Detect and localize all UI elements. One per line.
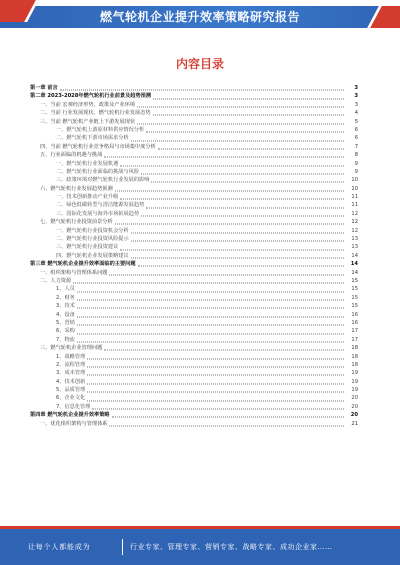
toc-entry-page: 19 [351, 378, 358, 385]
toc-entry-title: 二、人力资源 [40, 277, 72, 284]
toc-leader-dots [77, 298, 344, 300]
toc-leader-dots [158, 147, 344, 149]
toc-entry-title: 7、物流 [56, 336, 75, 343]
toc-leader-dots [115, 223, 344, 225]
toc-entry[interactable] [30, 185, 358, 193]
toc-leader-dots [77, 340, 344, 342]
toc-entry-page: 8 [354, 152, 358, 159]
toc-leader-dots [153, 97, 344, 99]
toc-entry-title: 一、优化组织架构与管理体系 [40, 420, 108, 427]
toc-entry-page: 10 [351, 177, 358, 184]
toc-heading: 内容目录 [175, 57, 224, 71]
toc-entry[interactable] [30, 176, 358, 184]
toc-leader-dots [77, 307, 344, 309]
toc-entry[interactable] [30, 369, 358, 377]
toc-entry[interactable] [30, 218, 358, 226]
toc-leader-dots [153, 114, 344, 116]
toc-entry-page: 3 [354, 93, 358, 100]
toc-leader-dots [131, 139, 344, 141]
toc-entry-page: 20 [351, 395, 358, 402]
toc-entry-title: 三、当前 燃气轮机产业链上下游发展现状 [40, 118, 136, 125]
toc-entry-page: 14 [351, 252, 358, 259]
toc-entry[interactable] [30, 151, 358, 159]
toc-entry-page: 11 [351, 194, 358, 201]
toc-entry-title: 一、当前 宏观经济形势、政策及产业环境 [40, 101, 136, 108]
toc-entry-page: 15 [351, 294, 358, 301]
toc-entry-title: 四、燃气轮机企业发展策略建议 [56, 252, 129, 259]
toc-entry-title: 一、燃气轮机上游原材料供应情况分析 [56, 126, 145, 133]
toc-entry[interactable] [30, 235, 358, 243]
toc-entry[interactable] [30, 193, 358, 201]
toc-entry-page: 18 [351, 353, 358, 360]
toc-entry[interactable] [30, 327, 358, 335]
toc-leader-dots [87, 382, 344, 384]
toc-entry[interactable] [30, 394, 358, 402]
toc-leader-dots [115, 189, 344, 191]
toc-entry[interactable] [30, 344, 358, 352]
toc-entry[interactable] [30, 168, 358, 176]
toc-entry[interactable] [30, 378, 358, 386]
toc-entry[interactable] [30, 302, 358, 310]
toc-entry-title: 一、技术创新推动产业升级 [56, 194, 119, 201]
toc-entry-title: 一、燃气轮机行业发展机遇 [56, 160, 119, 167]
toc-entry[interactable] [30, 386, 358, 394]
toc-entry-page: 6 [354, 126, 358, 133]
toc-entry-page: 3 [354, 85, 358, 91]
toc-entry-title: 第二章 2023-2028年燃气轮机行业前景及趋势预测 [30, 93, 152, 100]
toc-leader-dots [138, 265, 344, 267]
toc-entry-page: 14 [350, 261, 358, 268]
toc-entry-title: 5、品质管理 [56, 387, 86, 394]
toc-entry[interactable] [30, 243, 358, 251]
toc-leader-dots [146, 131, 344, 133]
toc-entry-page: 17 [351, 328, 358, 335]
toc-entry-title: 7、信息化管理 [56, 403, 91, 410]
toc-entry-title: 4、设备 [56, 311, 75, 318]
footer-divider [122, 539, 123, 555]
toc-entry-title: 三、政策环境对燃气轮机行业发展的影响 [56, 177, 150, 184]
toc-entry-page: 15 [351, 286, 358, 293]
toc-leader-dots [77, 315, 344, 317]
toc-entry-title: 三、燃气轮机企业管理问题 [40, 345, 103, 352]
toc-leader-dots [77, 332, 344, 334]
toc-entry-page: 6 [354, 135, 358, 142]
toc-leader-dots [109, 273, 344, 275]
toc-entry-page: 9 [354, 168, 358, 175]
toc-entry[interactable] [30, 92, 358, 100]
toc-leader-dots [141, 173, 344, 175]
toc-entry-title: 七、燃气轮机行业投资前景分析 [40, 219, 113, 226]
footer-slogan-left: 让每个人都能成为 [28, 543, 91, 551]
toc-entry-page: 20 [351, 403, 358, 410]
toc-entry-page: 3 [354, 101, 358, 108]
toc-leader-dots [104, 156, 344, 158]
toc-leader-dots [104, 349, 344, 351]
toc-leader-dots [87, 374, 344, 376]
toc-entry-title: 六、燃气轮机行业发展趋势预测 [40, 185, 113, 192]
report-title: 燃气轮机企业提升效率策略研究报告 [99, 10, 300, 24]
toc-entry-title: 3、技术 [56, 303, 75, 310]
toc-entry-page: 4 [354, 110, 358, 117]
toc-entry[interactable] [30, 118, 358, 126]
toc-leader-dots [120, 248, 344, 250]
toc-entry-title: 1、人员 [56, 286, 75, 293]
toc-leader-dots [77, 324, 344, 326]
toc-entry-page: 10 [351, 185, 358, 192]
toc-leader-dots [60, 89, 344, 91]
toc-entry-page: 13 [351, 236, 358, 243]
toc-entry-title: 二、燃气轮机行业面临的挑战与风险 [56, 168, 140, 175]
toc-leader-dots [87, 366, 344, 368]
toc-entry-page: 20 [350, 412, 358, 419]
toc-entry[interactable] [30, 109, 358, 117]
toc-entry-page: 15 [351, 303, 358, 310]
toc-entry-page: 14 [351, 269, 358, 276]
toc-leader-dots [87, 391, 344, 393]
toc-entry[interactable] [30, 285, 358, 293]
toc-entry[interactable] [30, 210, 358, 218]
report-header [0, 0, 400, 34]
toc-entry[interactable] [30, 101, 358, 109]
toc-entry-page: 12 [351, 219, 358, 226]
toc-entry-title: 三、燃气轮机行业投资建议 [56, 244, 119, 251]
toc-entry[interactable] [30, 126, 358, 134]
toc-entry-title: 2、流程管理 [56, 361, 86, 368]
toc-leader-dots [151, 181, 344, 183]
toc-entry-title: 第四章 燃气轮机企业提升效率策略 [30, 412, 110, 419]
toc-entry[interactable] [30, 260, 358, 268]
footer-slogan-right: 行业专家、管理专家、营销专家、战略专家、成功企业家…… [130, 543, 333, 551]
toc-entry-title: 1、战略管理 [56, 353, 86, 360]
toc-entry-page: 18 [351, 345, 358, 352]
toc-entry[interactable] [30, 403, 358, 411]
toc-entry-page: 11 [351, 202, 358, 209]
toc-entry-page: 15 [351, 277, 358, 284]
toc-entry[interactable] [30, 143, 358, 151]
toc-leader-dots [120, 198, 344, 200]
toc-leader-dots [137, 122, 344, 124]
toc-leader-dots [77, 290, 344, 292]
toc-leader-dots [73, 282, 344, 284]
toc-entry-page: 17 [351, 336, 358, 343]
toc-entry[interactable] [30, 252, 358, 260]
toc-entry-page: 19 [351, 387, 358, 394]
toc-entry[interactable] [30, 277, 358, 285]
toc-leader-dots [137, 105, 344, 107]
toc-entry-title: 4、技术创新 [56, 378, 86, 385]
toc-entry-page: 12 [351, 210, 358, 217]
toc-entry-title: 二、当前 行业发展现状、燃气轮机行业发展态势 [40, 110, 151, 117]
toc-entry-page: 5 [354, 118, 358, 125]
toc-entry-title: 一、燃气轮机行业投资机会分析 [56, 227, 129, 234]
toc-entry-title: 二、绿色低碳转型与清洁能源发展趋势 [56, 202, 145, 209]
toc-leader-dots [87, 399, 344, 401]
toc-entry[interactable] [30, 411, 358, 419]
toc-entry-page: 18 [351, 361, 358, 368]
toc-entry-page: 9 [354, 160, 358, 167]
toc-leader-dots [109, 424, 344, 426]
toc-entry-page: 7 [354, 143, 358, 150]
toc-entry-title: 二、燃气轮机下游市场需求分析 [56, 135, 129, 142]
toc-leader-dots [87, 357, 344, 359]
toc-entry[interactable] [30, 227, 358, 235]
toc-leader-dots [131, 231, 344, 233]
toc-entry-title: 6、企业文化 [56, 395, 86, 402]
toc-leader-dots [141, 215, 344, 217]
toc-entry-page: 19 [351, 370, 358, 377]
toc-entry[interactable] [30, 160, 358, 168]
toc-entry-title: 四、当前 燃气轮机行业竞争格局与市场集中度分析 [40, 143, 156, 150]
toc-entry-title: 第一章 前言 [30, 85, 58, 91]
toc-leader-dots [112, 416, 344, 418]
toc-entry-page: 21 [351, 420, 358, 427]
toc-entry[interactable] [30, 336, 358, 344]
toc-entry[interactable] [30, 269, 358, 277]
toc-leader-dots [146, 206, 344, 208]
toc-leader-dots [131, 257, 344, 259]
toc-entry[interactable] [30, 420, 358, 428]
toc-entry-title: 一、组织架构与管理体系问题 [40, 269, 108, 276]
toc-entry-title: 2、财务 [56, 294, 75, 301]
toc-entry-title: 3、成本管理 [56, 370, 86, 377]
toc-entry[interactable] [30, 319, 358, 327]
toc-entry[interactable] [30, 201, 358, 209]
toc-entry-title: 第三章 燃气轮机企业提升效率面临的主要问题 [30, 261, 136, 268]
toc-entry[interactable] [30, 134, 358, 142]
toc-entry-title: 五、行业面临的机遇与挑战 [40, 152, 103, 159]
toc-entry-title: 6、采购 [56, 328, 75, 335]
toc-entry-page: 12 [351, 227, 358, 234]
toc-leader-dots [92, 408, 344, 410]
report-footer [0, 529, 400, 565]
toc-leader-dots [120, 164, 344, 166]
toc-entry[interactable] [30, 294, 358, 302]
toc-entry-page: 16 [351, 319, 358, 326]
toc-leader-dots [131, 240, 344, 242]
toc-entry-title: 三、国际化发展与海外市场拓展趋势 [56, 210, 140, 217]
toc-entry[interactable] [30, 353, 358, 361]
table-of-contents [30, 84, 358, 428]
toc-entry-title: 二、燃气轮机行业投资风险提示 [56, 236, 129, 243]
toc-entry[interactable] [30, 84, 358, 92]
toc-entry-title: 5、营销 [56, 319, 75, 326]
toc-entry[interactable] [30, 361, 358, 369]
toc-entry-page: 13 [351, 244, 358, 251]
toc-entry[interactable] [30, 311, 358, 319]
toc-entry-page: 16 [351, 311, 358, 318]
